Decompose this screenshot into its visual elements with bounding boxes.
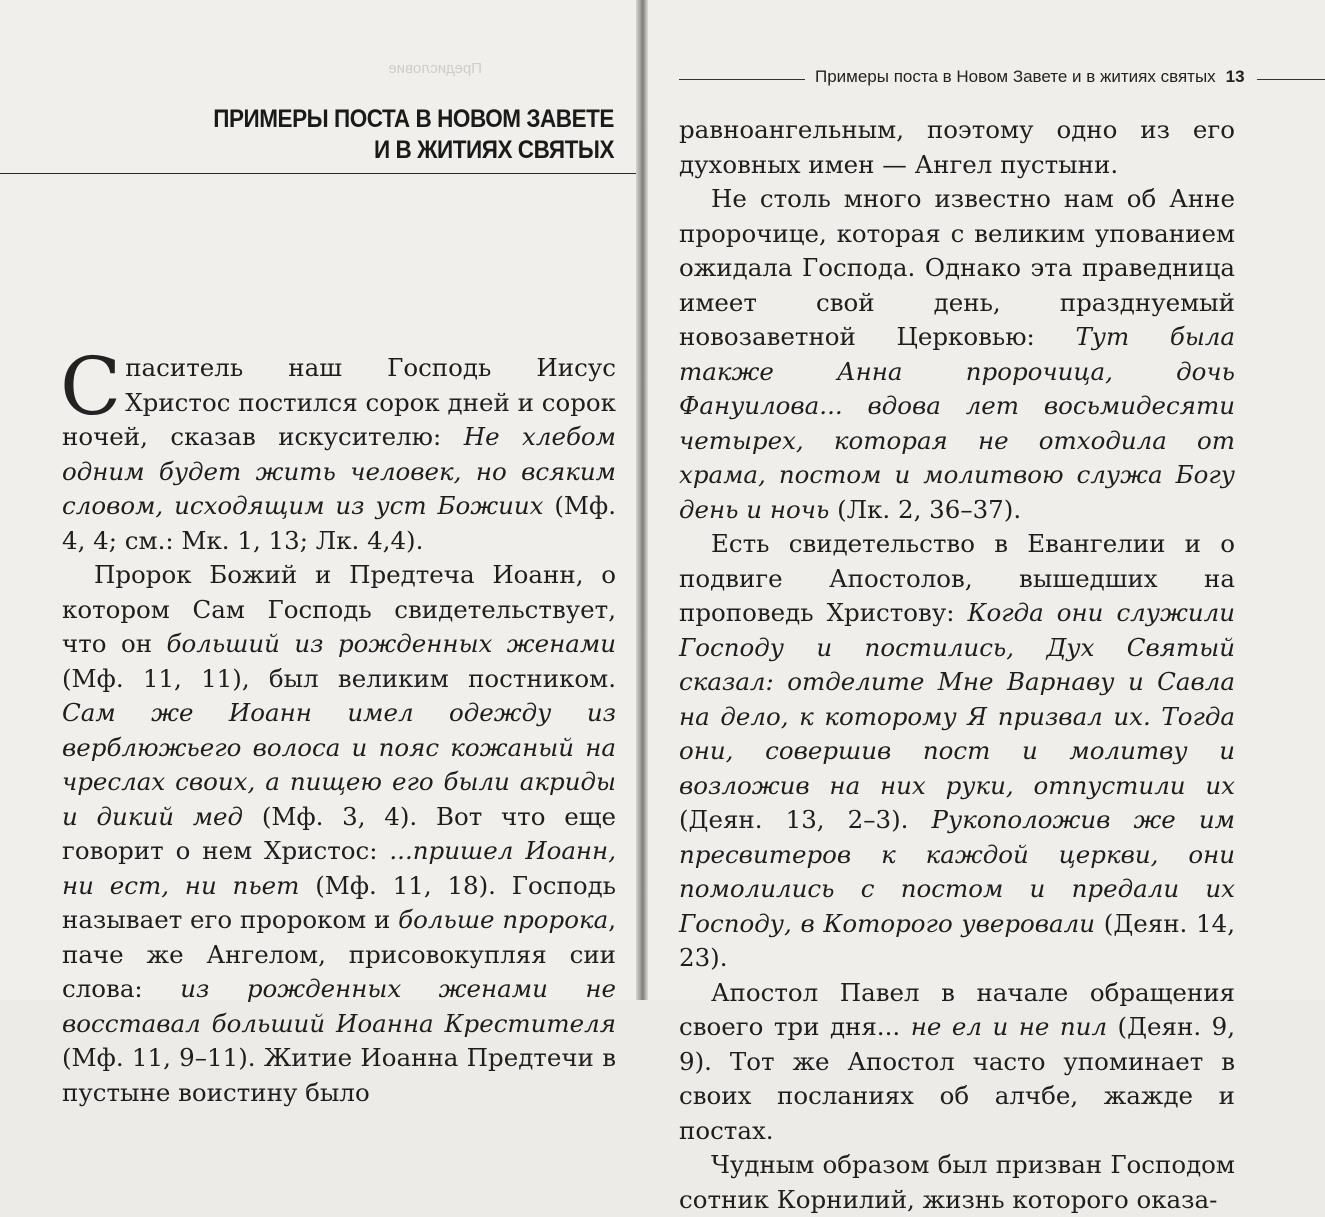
bleed-through-running-head: Предисловие (388, 60, 482, 77)
scripture-quote: больший из рожденных женами (166, 629, 616, 658)
paragraph-apostles (679, 527, 1235, 976)
running-head (679, 62, 1325, 92)
right-body-text (679, 113, 1235, 1217)
drop-cap-letter: С (60, 340, 122, 433)
left-page (0, 0, 636, 1107)
text-run: Не столь много известно нам об Анне пророчице, которая с великим упованием ожидала Господа. Однако эта праведница имеет свой день, празднуемый новозаветной Церковью: (679, 184, 1235, 351)
chapter-title (61, 104, 614, 166)
title-rule (0, 173, 636, 174)
text-run: Чудным образом был призван Господом сотник Корнилий, жизнь которого оказа- (679, 1150, 1235, 1214)
paragraph-cornelius (679, 1148, 1235, 1217)
left-body-text (60, 340, 616, 1110)
paragraph-anna-prophetess (679, 182, 1235, 527)
text-run: равноангельным, поэтому одно из его духовных имен — Ангел пустыни. (679, 115, 1235, 179)
scripture-quote: Когда они служили Господу и постились, Дух Святый сказал: отделите Мне Варнаву и Савла на дело, к которому Я призвал их. Тогда они, совершив пост и молитву и возложив на них руки, отпустили их (679, 598, 1235, 800)
text-run: паситель наш Господь Иисус Христос постился сорок дней и сорок ночей, сказав искусителю: (62, 353, 616, 451)
text-run: (Деян. 9, 9). Тот же Апостол часто упоминает в своих посланиях об алчбе, жажде и постах. (679, 1012, 1235, 1145)
paragraph-continuation (679, 113, 1235, 182)
chapter-title-line-2: И В ЖИТИЯХ СВЯТЫХ (373, 136, 614, 164)
scripture-quote: ...пришел Иоанн, ни ест, ни пьет (62, 836, 616, 900)
running-head-rule-left (679, 79, 805, 80)
scripture-quote: больше пророка (398, 905, 609, 934)
paragraph-savior-fast (60, 340, 616, 558)
running-head-rule-right (1257, 79, 1325, 80)
scripture-quote: не ел и не пил (910, 1012, 1108, 1041)
text-run: (Мф. 3, 4). Вот что еще говорит о нем Христос: (62, 801, 616, 865)
text-run: (Деян. 14, 23). (679, 908, 1235, 972)
scripture-quote: Не хлебом одним будет жить человек, но всяким словом, исходящим из уст Божиих (62, 422, 616, 520)
paragraph-apostle-paul (679, 976, 1235, 1149)
scripture-quote: из рожденных женами не восставал больший Иоанна Крестителя (62, 974, 616, 1038)
text-run: (Лк. 2, 36–37). (829, 494, 1022, 524)
text-run: Пророк Божий и Предтеча Иоанн, о котором Сам Господь свидетельствует, что он (62, 560, 616, 658)
paragraph-john-baptist (62, 558, 616, 1110)
text-run: (Мф. 11, 18). Господь называет его пророком и (62, 870, 616, 934)
text-run: Апостол Павел в начале обращения своего три дня... (679, 977, 1235, 1041)
text-run: (Мф. 11, 9–11). Житие Иоанна Предтечи в пустыне воистину было (62, 1043, 616, 1107)
text-run: (Мф. 4, 4; см.: Мк. 1, 13; Лк. 4,4). (62, 491, 616, 555)
text-run: (Мф. 11, 11), был великим постником. (62, 663, 616, 693)
text-run: , паче же Ангелом, присовокупляя сии слова: (62, 905, 616, 1003)
chapter-title-line-1: ПРИМЕРЫ ПОСТА В НОВОМ ЗАВЕТЕ (213, 105, 614, 133)
page-number: 13 (1225, 67, 1245, 86)
scripture-quote: Рукоположив же им пресвитеров к каждой церкви, они помолились с постом и предали их Господу, в Которого уверовали (679, 805, 1235, 938)
book-gutter (636, 0, 648, 1000)
text-run: Есть свидетельство в Евангелии и о подвиге Апостолов, вышедших на проповедь Христову: (679, 529, 1235, 627)
scripture-quote: Тут была также Анна пророчица, дочь Фануилова... вдова лет восьмидесяти четырех, которая не отходила от храма, постом и молитвою служа Богу день и ночь (679, 322, 1236, 524)
text-run: (Деян. 13, 2–3). (679, 805, 932, 834)
scripture-quote: Сам же Иоанн имел одежду из верблюжьего волоса и пояс кожаный на чреслах своих, а пищею его были акриды и дикий мед (62, 698, 616, 831)
running-head-title: Примеры поста в Новом Завете и в житиях святых (815, 67, 1216, 86)
